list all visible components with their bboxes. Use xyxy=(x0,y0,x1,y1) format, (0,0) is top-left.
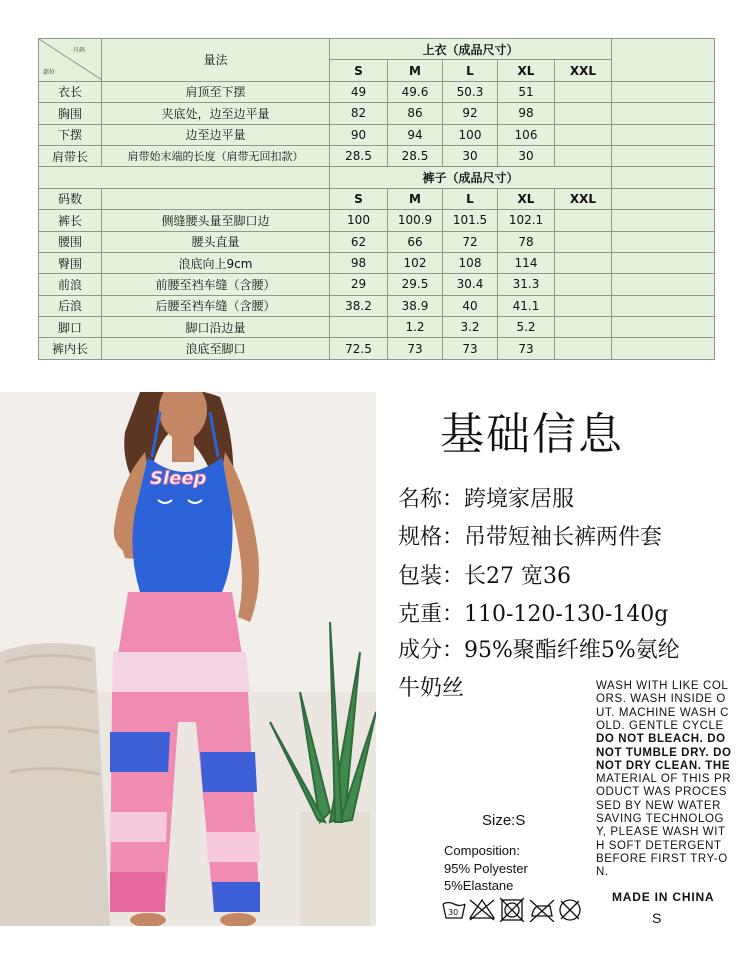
part-name: 肩带长 xyxy=(39,145,102,166)
size-value: 38.9 xyxy=(388,295,443,316)
table-row xyxy=(39,252,715,273)
measure-method: 脚口沿边量 xyxy=(102,317,330,338)
size-value: 38.2 xyxy=(330,295,388,316)
care-instruction-line: N. xyxy=(596,866,609,879)
size-value: 100 xyxy=(330,210,388,231)
size-header-m: M xyxy=(388,60,443,81)
size-value: 90 xyxy=(330,124,388,145)
size-header-xl: XL xyxy=(498,60,555,81)
size-value: 108 xyxy=(443,252,498,273)
care-instruction-line: NOT DRY CLEAN. THE xyxy=(596,759,731,772)
spacer-cell xyxy=(612,295,715,316)
spacer-cell xyxy=(612,145,715,166)
measure-method: 肩顶至下摆 xyxy=(102,81,330,102)
size-value: 50.3 xyxy=(443,81,498,102)
spacer-cell xyxy=(612,252,715,273)
size-value: 62 xyxy=(330,231,388,252)
spacer-cell xyxy=(612,338,715,359)
size-value xyxy=(555,274,612,295)
size-header-xxl: XXL xyxy=(555,188,612,209)
measure-method: 夹底处，边至边平量 xyxy=(102,103,330,124)
size-value: 94 xyxy=(388,124,443,145)
do-not-iron-icon xyxy=(530,900,554,922)
measure-method: 边至边平量 xyxy=(102,124,330,145)
size-header-s: S xyxy=(330,188,388,209)
measure-method: 侧缝腰头量至脚口边 xyxy=(102,210,330,231)
care-symbols xyxy=(440,896,585,922)
care-composition-2: 5%Elastane xyxy=(444,878,514,893)
spacer-cell xyxy=(612,317,715,338)
care-composition-1: 95% Polyester xyxy=(444,861,528,876)
spacer-cell xyxy=(612,39,715,82)
spacer-cell xyxy=(612,81,715,102)
measure-method: 前腰至裆车缝（含腰） xyxy=(102,274,330,295)
size-value: 49 xyxy=(330,81,388,102)
care-instruction-line: NOT TUMBLE DRY. DO xyxy=(596,746,732,759)
size-value xyxy=(555,124,612,145)
size-value: 49.6 xyxy=(388,81,443,102)
table-row xyxy=(39,231,715,252)
part-name: 裤长 xyxy=(39,210,102,231)
table-row xyxy=(39,210,715,231)
product-photo xyxy=(0,392,376,926)
size-code: S xyxy=(652,910,662,926)
blank-cell xyxy=(102,188,330,209)
size-value xyxy=(555,103,612,124)
info-spec: 规格：吊带短袖长裤两件套 xyxy=(398,525,663,550)
size-value xyxy=(555,210,612,231)
size-value: 41.1 xyxy=(498,295,555,316)
do-not-tumble-dry-icon xyxy=(500,898,524,922)
table-row xyxy=(39,274,715,295)
care-instruction-line: ORS. WASH INSIDE O xyxy=(596,693,726,706)
size-value xyxy=(555,145,612,166)
size-value: 66 xyxy=(388,231,443,252)
part-name: 臀围 xyxy=(39,252,102,273)
spacer-cell xyxy=(612,124,715,145)
care-instruction-line: MATERIAL OF THIS PR xyxy=(596,773,732,786)
care-instruction-line: SAVING TECHNOLOG xyxy=(596,813,725,825)
care-instruction-line: OLD. GENTLE CYCLE xyxy=(596,719,724,732)
measure-method: 肩带始末端的长度（肩带无回扣款） xyxy=(102,145,330,166)
size-chart-table xyxy=(38,38,715,360)
made-in-china: MADE IN CHINA xyxy=(612,890,715,904)
size-value: 28.5 xyxy=(330,145,388,166)
do-not-dry-clean-icon xyxy=(560,900,580,920)
size-value: 102.1 xyxy=(498,210,555,231)
size-value xyxy=(330,317,388,338)
do-not-bleach-icon xyxy=(470,900,494,920)
care-instruction-line: UT. MACHINE WASH C xyxy=(596,706,730,719)
part-name: 后浪 xyxy=(39,295,102,316)
wash-30-icon xyxy=(443,903,465,919)
part-name: 下摆 xyxy=(39,124,102,145)
size-value: 100 xyxy=(443,124,498,145)
table-row xyxy=(39,295,715,316)
size-header-m: M xyxy=(388,188,443,209)
size-value: 51 xyxy=(498,81,555,102)
care-instruction-line: DO NOT BLEACH. DO xyxy=(596,733,726,746)
spacer-cell xyxy=(612,274,715,295)
size-value xyxy=(555,231,612,252)
size-value: 30 xyxy=(498,145,555,166)
size-value: 3.2 xyxy=(443,317,498,338)
top-section-title: 上衣（成品尺寸） xyxy=(330,39,612,60)
part-name: 衣长 xyxy=(39,81,102,102)
size-value: 29 xyxy=(330,274,388,295)
info-name: 名称：跨境家居服 xyxy=(398,487,575,512)
table-row xyxy=(39,338,715,359)
corner-header-cell xyxy=(39,39,102,82)
part-name: 胸围 xyxy=(39,103,102,124)
size-value: 40 xyxy=(443,295,498,316)
model-photo-illustration xyxy=(0,392,376,926)
table-row xyxy=(39,145,715,166)
care-composition-title: Composition: xyxy=(444,843,520,858)
measure-method: 后腰至裆车缝（含腰） xyxy=(102,295,330,316)
size-value xyxy=(555,317,612,338)
part-name: 腰围 xyxy=(39,231,102,252)
spacer-cell xyxy=(612,103,715,124)
corner-part-label: 部位 xyxy=(43,69,56,76)
pants-section-title: 裤子（成品尺寸） xyxy=(330,167,612,188)
care-size: Size:S xyxy=(482,812,526,829)
size-header-xxl: XXL xyxy=(555,60,612,81)
size-value: 73 xyxy=(443,338,498,359)
size-value: 31.3 xyxy=(498,274,555,295)
size-value: 98 xyxy=(498,103,555,124)
care-instruction-line: ODUCT WAS PROCES xyxy=(596,786,728,799)
blank-cell xyxy=(39,167,330,188)
spacer-cell xyxy=(612,231,715,252)
sleep-print-text: Sleep xyxy=(150,468,207,489)
wash-temp-text: 30 xyxy=(448,908,459,917)
care-instruction-line: SED BY NEW WATER xyxy=(596,799,722,812)
size-value: 114 xyxy=(498,252,555,273)
size-code-label: 码数 xyxy=(39,188,102,209)
size-value xyxy=(555,338,612,359)
care-instruction-line: BEFORE FIRST TRY-O xyxy=(596,852,728,865)
info-composition: 成分：95%聚酯纤维5%氨纶 xyxy=(398,638,680,663)
size-value: 30 xyxy=(443,145,498,166)
size-value: 101.5 xyxy=(443,210,498,231)
size-value: 106 xyxy=(498,124,555,145)
size-value: 73 xyxy=(388,338,443,359)
info-weight: 克重：110-120-130-140g xyxy=(398,602,669,627)
table-row xyxy=(39,317,715,338)
size-value: 92 xyxy=(443,103,498,124)
basic-info-title: 基础信息 xyxy=(440,409,624,460)
spacer-cell xyxy=(612,167,715,188)
size-header-xl: XL xyxy=(498,188,555,209)
part-name: 裤内长 xyxy=(39,338,102,359)
measure-method: 腰头直量 xyxy=(102,231,330,252)
table-row xyxy=(39,124,715,145)
measure-method: 浪底向上9cm xyxy=(102,252,330,273)
size-value: 29.5 xyxy=(388,274,443,295)
measure-method: 浪底至脚口 xyxy=(102,338,330,359)
size-value: 73 xyxy=(498,338,555,359)
size-value xyxy=(555,81,612,102)
size-value: 82 xyxy=(330,103,388,124)
size-value: 28.5 xyxy=(388,145,443,166)
spacer-cell xyxy=(612,210,715,231)
size-value: 100.9 xyxy=(388,210,443,231)
table-row xyxy=(39,81,715,102)
info-package: 包装：长27 宽36 xyxy=(398,564,571,589)
care-instruction-line: Y, PLEASE WASH WIT xyxy=(596,826,726,839)
size-value: 98 xyxy=(330,252,388,273)
size-value: 78 xyxy=(498,231,555,252)
corner-size-label: 尺码 xyxy=(73,47,86,54)
size-header-l: L xyxy=(443,188,498,209)
size-value: 1.2 xyxy=(388,317,443,338)
table-row xyxy=(39,103,715,124)
size-value: 5.2 xyxy=(498,317,555,338)
measure-method-header: 量法 xyxy=(102,39,330,82)
size-value: 30.4 xyxy=(443,274,498,295)
size-value xyxy=(555,252,612,273)
part-name: 前浪 xyxy=(39,274,102,295)
info-composition-cont: 牛奶丝 xyxy=(398,676,465,701)
care-instruction-line: H SOFT DETERGENT xyxy=(596,839,722,852)
spacer-cell xyxy=(612,188,715,209)
size-value xyxy=(555,295,612,316)
care-instruction-line: WASH WITH LIKE COL xyxy=(596,680,729,692)
part-name: 脚口 xyxy=(39,317,102,338)
size-header-s: S xyxy=(330,60,388,81)
size-value: 72.5 xyxy=(330,338,388,359)
size-value: 72 xyxy=(443,231,498,252)
size-value: 86 xyxy=(388,103,443,124)
size-header-l: L xyxy=(443,60,498,81)
size-value: 102 xyxy=(388,252,443,273)
